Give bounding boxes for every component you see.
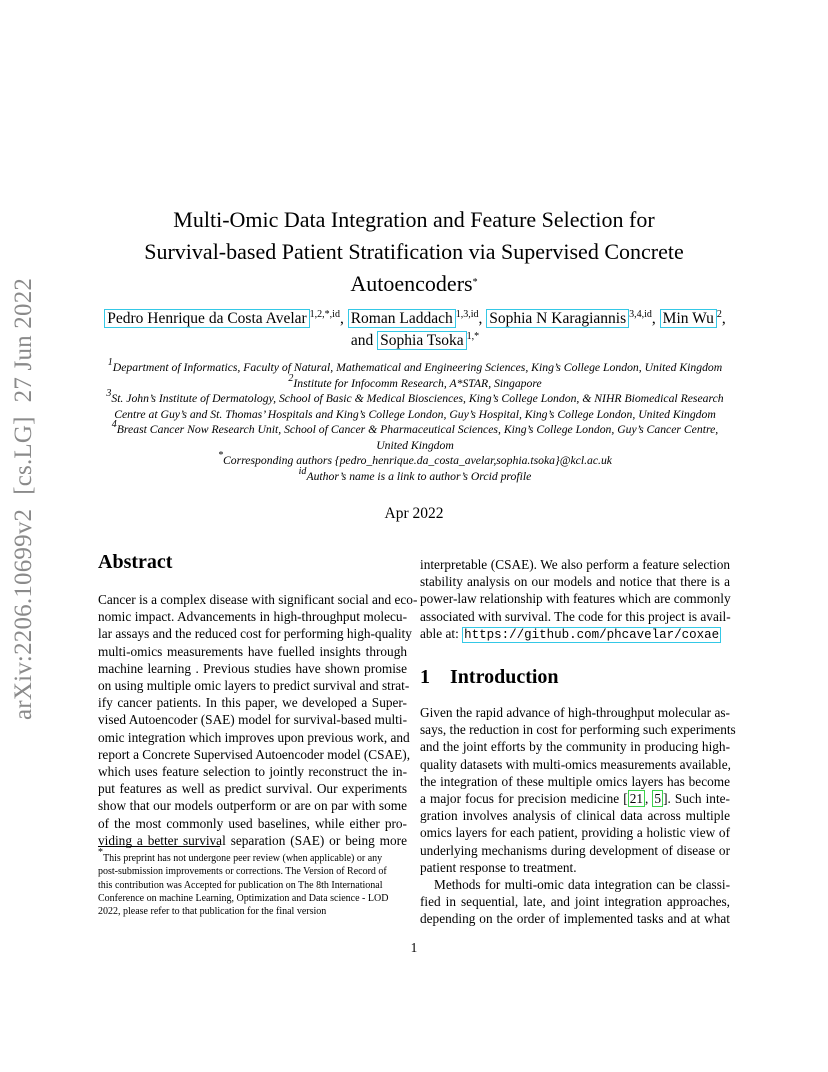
- abstract-line: Cancer is a complex disease with significant social and eco-: [98, 592, 418, 607]
- abstract-line: lar assays and the reduced cost for performing high-quality: [98, 626, 412, 642]
- abstract-line: multi-omics measurements have fuelled insights through: [98, 643, 407, 659]
- orcid-note: $^{id}$Author’s name is a link to author’s Orcid profile: [298, 465, 532, 483]
- abstract-line: vised Autoencoder (SAE) model for survival-based multi-: [98, 712, 407, 728]
- introduction-heading: [420, 666, 559, 689]
- abstract-line: on using multiple omic layers to predict survival and strat-: [98, 678, 410, 694]
- affiliation-3: $^3$St. John’s Institute of Dermatology, School of Basic & Medical Biosciences, King’s College London, & NIHR Biomedical Research: [106, 388, 724, 405]
- abstract-line: put features as well as predict survival. Our experiments: [98, 781, 407, 797]
- author-link-wu[interactable]: Min Wu: [660, 309, 717, 328]
- abstract-line: machine learning . Previous studies have shown promise: [98, 660, 407, 676]
- abstract-heading: Abstract: [98, 551, 173, 573]
- affiliation-1: $^1$Department of Informatics, Faculty of Natural, Mathematical and Engineering Sciences, King’s College London, United Kingdom: [107, 357, 723, 374]
- citation-link-21[interactable]: 21: [629, 791, 643, 807]
- arxiv-date: 27 Jun 2022: [10, 277, 37, 403]
- abstract-line: power-law relationship with features which are commonly: [420, 591, 731, 607]
- section-title: Introduction: [450, 666, 559, 688]
- abstract-line: which uses feature selection to jointly reconstruct the in-: [98, 764, 407, 780]
- arxiv-id: arXiv:2206.10699v2: [10, 508, 37, 720]
- abstract-line: show that our models outperform or are on par with some: [98, 798, 407, 814]
- abstract-line: stability analysis on our models and notice that there is a: [420, 574, 730, 590]
- affiliation-4-cont: United Kingdom: [376, 438, 454, 452]
- affiliations: [90, 357, 740, 484]
- abstract-line: viding a better survival separation (SAE) or being more: [98, 832, 407, 848]
- introduction-body: Given the rapid advance of high-throughput molecular as- says, the reduction in cost for performing such experiments and the joint efforts by the community in producing high- quality datasets with multi-omics measurements available, the integration of these multiple omics layers has become a major focus for precision medicine [ 21 , 5 ]. Such inte- gration involves analysis of clinical data across multiple omics layers for each patient, providing a holistic view of underlying mechanisms during development of disease or patient response to treatment. Methods for multi-omic data integration can be classi- fied in sequential, late, and joint integration approaches, depending on the order of implemented tasks and at what: [420, 705, 736, 927]
- affiliation-2: $^2$Institute for Infocomm Research, A*STAR, Singapore: [288, 372, 542, 390]
- abstract-line: of the most commonly used baselines, while either pro-: [98, 815, 407, 831]
- title-footnote-mark: *: [472, 277, 478, 288]
- arxiv-sidebar-stamp: [10, 264, 38, 720]
- author-link-avelar[interactable]: Pedro Henrique da Costa Avelar: [104, 309, 309, 328]
- author-list: Pedro Henrique da Costa Avelar $^{1,2,*,id}$, Roman Laddach $^{1,3,id}$, Sophia N Karagiannis $^{3,4,id}$, Min Wu $^2$, and Sophia Tsoka $^{1,*}$: [90, 308, 740, 352]
- arxiv-category: [cs.LG]: [10, 416, 37, 495]
- affiliation-4: $^4$Breast Cancer Now Research Unit, School of Cancer & Pharmaceutical Sciences, King’s College London, Guy’s Cancer Centre,: [111, 419, 719, 436]
- footnote-mark: *: [98, 847, 103, 858]
- abstract-line: omic integration which improves upon previous work, and: [98, 729, 410, 745]
- code-repository-link[interactable]: https://github.com/phcavelar/coxae: [464, 627, 720, 642]
- section-number: 1: [420, 666, 430, 688]
- abstract-continuation: interpretable (CSAE). We also perform a feature selection stability analysis on our models and notice that there is a power-law relationship with features which are commonly associated with survival. The code for this project is avail- able at: https://github.com/phcavelar/coxae: [420, 557, 731, 642]
- affiliation-3-cont: Centre at Guy’s and St. Thomas’ Hospitals and King’s College London, Guy’s Hospital, King’s College London, United Kingdom: [114, 407, 716, 421]
- abstract-line: nomic impact. Advancements in high-throughput molecu-: [98, 609, 407, 625]
- corresponding-authors: *Corresponding authors {pedro_henrique.da_costa_avelar,sophia.tsoka}@kcl.ac.uk: [218, 450, 612, 467]
- author-link-tsoka[interactable]: Sophia Tsoka: [377, 331, 466, 350]
- abstract-line: interpretable (CSAE). We also perform a feature selection: [420, 557, 730, 572]
- abstract-line: ify cancer patients. In this paper, we developed a Super-: [98, 695, 407, 711]
- footnote: *This preprint has not undergone peer review (when applicable) or any post-submission improvements or corrections. The Version of Record of this contribution was Accepted for publication on The 8th International Conference on machine Learning, Optimization and Data science - LOD 2022, please refer to that publication for the final version: [98, 847, 389, 918]
- author-link-karagiannis[interactable]: Sophia N Karagiannis: [486, 309, 629, 328]
- abstract-line: associated with survival. The code for this project is avail-: [420, 608, 731, 624]
- citation-link-5[interactable]: 5: [654, 791, 662, 807]
- title-line-3: Autoencoders*: [350, 271, 478, 296]
- title-line-1: Multi-Omic Data Integration and Feature Selection for: [173, 207, 655, 232]
- paper-date: Apr 2022: [384, 505, 444, 522]
- abstract-body: [98, 591, 418, 849]
- abstract-line: report a Concrete Supervised Autoencoder model (CSAE),: [98, 746, 411, 762]
- title-line-2: Survival-based Patient Stratification via Supervised Concrete: [144, 239, 684, 264]
- author-link-laddach[interactable]: Roman Laddach: [348, 309, 456, 328]
- paper-title: [0, 204, 828, 300]
- page-number: 1: [410, 940, 418, 955]
- footnote-rule: [98, 846, 220, 847]
